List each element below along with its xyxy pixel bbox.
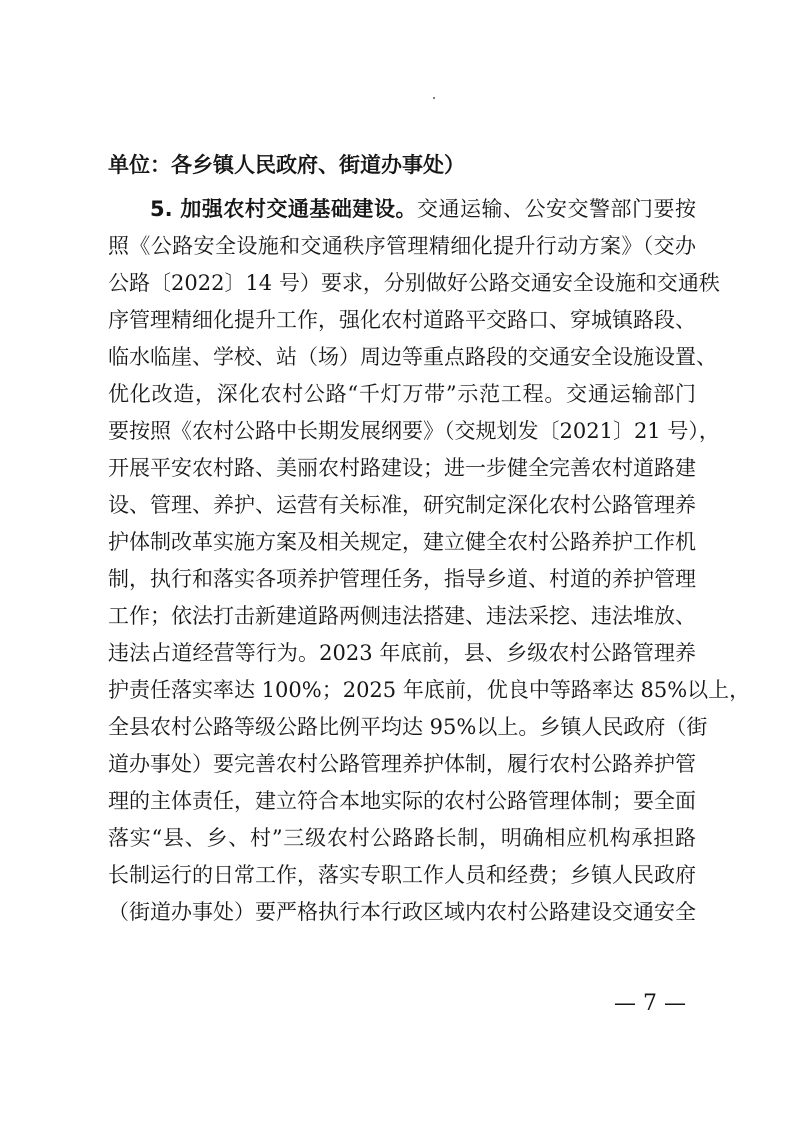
- item-heading: 5. 加强农村交通基础建设。: [150, 197, 417, 221]
- paragraph-line: 护责任落实率达 100%；2025 年底前，优良中等路率达 85%以上，: [108, 678, 751, 702]
- paragraph-line: 工作；依法打击新建道路两侧违法搭建、违法采挖、违法堆放、: [108, 604, 696, 628]
- paragraph-line: 长制运行的日常工作，落实专职工作人员和经费；乡镇人民政府: [108, 863, 696, 887]
- page-number: — 7 —: [614, 991, 686, 1016]
- paragraph-line: 全县农村公路等级公路比例平均达 95%以上。乡镇人民政府（街: [108, 715, 708, 739]
- paragraph-line: 设、管理、养护、运营有关标准，研究制定深化农村公路管理养: [108, 493, 696, 517]
- paragraph-line: 护体制改革实施方案及相关规定，建立健全农村公路养护工作机: [108, 530, 696, 554]
- paragraph-line: 道办事处）要完善农村公路管理养护体制，履行农村公路养护管: [108, 752, 696, 776]
- paragraph-line: 理的主体责任，建立符合本地实际的农村公路管理体制；要全面: [108, 789, 696, 813]
- unit-line: 单位：各乡镇人民政府、街道办事处）: [108, 153, 465, 177]
- paragraph-line: 制，执行和落实各项养护管理任务，指导乡道、村道的养护管理: [108, 567, 696, 591]
- paragraph-line: 开展平安农村路、美丽农村路建设；进一步健全完善农村道路建: [108, 456, 696, 480]
- scan-speck: [433, 97, 435, 99]
- paragraph-line: 公路〔2022〕14 号）要求，分别做好公路交通安全设施和交通秩: [108, 271, 720, 295]
- paragraph-line: 要按照《农村公路中长期发展纲要》（交规划发〔2021〕21 号），: [108, 419, 720, 443]
- paragraph-line: （街道办事处）要严格执行本行政区域内农村公路建设交通安全: [108, 900, 696, 924]
- paragraph-line: 交通运输、公安交警部门要按: [416, 197, 696, 221]
- paragraph-line: 照《公路安全设施和交通秩序管理精细化提升行动方案》（交办: [108, 234, 696, 258]
- paragraph-first-line: [150, 194, 696, 224]
- paragraph-line: 序管理精细化提升工作，强化农村道路平交路口、穿城镇路段、: [108, 308, 696, 332]
- paragraph-line: 临水临崖、学校、站（场）周边等重点路段的交通安全设施设置、: [108, 345, 717, 369]
- paragraph-line: 落实“县、乡、村”三级农村公路路长制，明确相应机构承担路: [108, 826, 696, 850]
- paragraph-line: 违法占道经营等行为。2023 年底前，县、乡级农村公路管理养: [108, 641, 696, 665]
- paragraph-line: 优化改造，深化农村公路“千灯万带”示范工程。交通运输部门: [108, 382, 696, 406]
